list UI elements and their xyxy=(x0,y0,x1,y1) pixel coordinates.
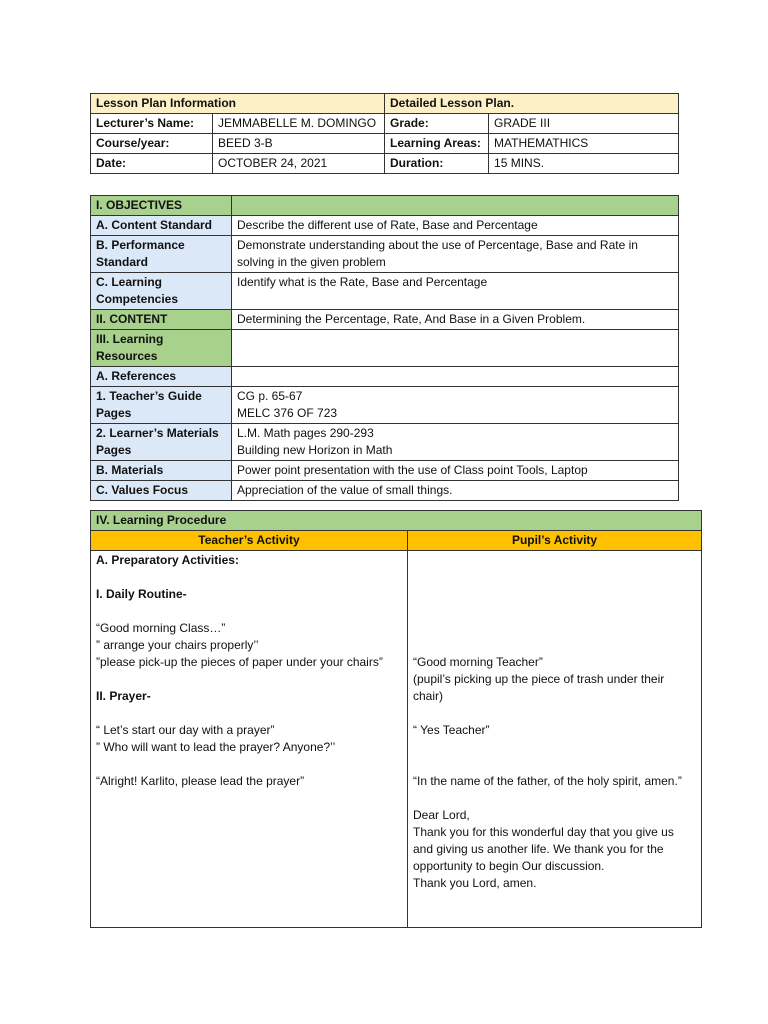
content-value: Determining the Percentage, Rate, And Base in a Given Problem. xyxy=(232,310,679,330)
prayer-heading: II. Prayer- xyxy=(96,689,151,703)
course-value: BEED 3-B xyxy=(213,134,385,154)
pupil-line: Thank you for this wonderful day that you give us and giving us another life. We thank you for the opportunity to begin Our discussion. xyxy=(413,825,674,873)
preparatory-heading: A. Preparatory Activities: xyxy=(96,553,239,567)
pupil-activity-header: Pupil’s Activity xyxy=(408,531,702,551)
course-label: Course/year: xyxy=(91,134,213,154)
date-label: Date: xyxy=(91,154,213,174)
learning-competencies-value: Identify what is the Rate, Base and Percentage xyxy=(232,273,679,310)
pupil-line: (pupil’s picking up the piece of trash under their chair) xyxy=(413,672,665,703)
values-focus-value: Appreciation of the value of small things. xyxy=(232,481,679,501)
learning-areas-label: Learning Areas: xyxy=(385,134,489,154)
values-focus-label: C. Values Focus xyxy=(91,481,232,501)
content-label: II. CONTENT xyxy=(91,310,232,330)
materials-label: B. Materials xyxy=(91,461,232,481)
pupil-line: Dear Lord, xyxy=(413,808,470,822)
learners-materials-line: Building new Horizon in Math xyxy=(237,443,393,457)
pupil-activity-cell xyxy=(408,551,702,928)
references-value xyxy=(232,367,679,387)
learning-areas-value: MATHEMATHICS xyxy=(489,134,679,154)
pupil-line: “In the name of the father, of the holy spirit, amen.” xyxy=(413,774,682,788)
learners-materials-value xyxy=(232,424,679,461)
teacher-line: ”please pick-up the pieces of paper under your chairs” xyxy=(96,655,383,669)
learning-procedure-table xyxy=(90,510,702,928)
teacher-activity-header: Teacher’s Activity xyxy=(91,531,408,551)
teachers-guide-line: MELC 376 OF 723 xyxy=(237,406,338,420)
content-standard-value: Describe the different use of Rate, Base and Percentage xyxy=(232,216,679,236)
lecturer-value: JEMMABELLE M. DOMINGO xyxy=(213,114,385,134)
grade-value: GRADE III xyxy=(489,114,679,134)
pupil-line: “ Yes Teacher” xyxy=(413,723,490,737)
detailed-lesson-plan-header: Detailed Lesson Plan. xyxy=(385,94,679,114)
teachers-guide-value xyxy=(232,387,679,424)
teacher-line: “Alright! Karlito, please lead the prayer” xyxy=(96,774,305,788)
daily-routine-heading: I. Daily Routine- xyxy=(96,587,187,601)
teacher-line: ” Who will want to lead the prayer? Anyone?’’ xyxy=(96,740,336,754)
teacher-activity-cell xyxy=(91,551,408,928)
learning-procedure-header: IV. Learning Procedure xyxy=(91,511,702,531)
learning-resources-label: III. Learning Resources xyxy=(91,330,232,367)
content-standard-label: A. Content Standard xyxy=(91,216,232,236)
date-value: OCTOBER 24, 2021 xyxy=(213,154,385,174)
learning-competencies-label: C. Learning Competencies xyxy=(91,273,232,310)
grade-label: Grade: xyxy=(385,114,489,134)
pupil-line: Thank you Lord, amen. xyxy=(413,876,537,890)
teachers-guide-label: 1. Teacher’s Guide Pages xyxy=(91,387,232,424)
lecturer-label: Lecturer’s Name: xyxy=(91,114,213,134)
performance-standard-value: Demonstrate understanding about the use of Percentage, Base and Rate in solving in the given problem xyxy=(232,236,679,273)
materials-value: Power point presentation with the use of Class point Tools, Laptop xyxy=(232,461,679,481)
teachers-guide-line: CG p. 65-67 xyxy=(237,389,303,403)
lesson-plan-info-header: Lesson Plan Information xyxy=(91,94,385,114)
objectives-header-empty xyxy=(232,196,679,216)
learners-materials-line: L.M. Math pages 290-293 xyxy=(237,426,374,440)
learners-materials-label: 2. Learner’s Materials Pages xyxy=(91,424,232,461)
teacher-line: “ Let’s start our day with a prayer” xyxy=(96,723,275,737)
performance-standard-label: B. Performance Standard xyxy=(91,236,232,273)
objectives-table xyxy=(90,195,679,501)
duration-value: 15 MINS. xyxy=(489,154,679,174)
references-label: A. References xyxy=(91,367,232,387)
teacher-line: ” arrange your chairs properly’’ xyxy=(96,638,259,652)
duration-label: Duration: xyxy=(385,154,489,174)
pupil-line: “Good morning Teacher” xyxy=(413,655,543,669)
objectives-header: I. OBJECTIVES xyxy=(91,196,232,216)
teacher-line: “Good morning Class…” xyxy=(96,621,226,635)
lesson-info-table xyxy=(90,93,679,174)
learning-resources-value xyxy=(232,330,679,367)
